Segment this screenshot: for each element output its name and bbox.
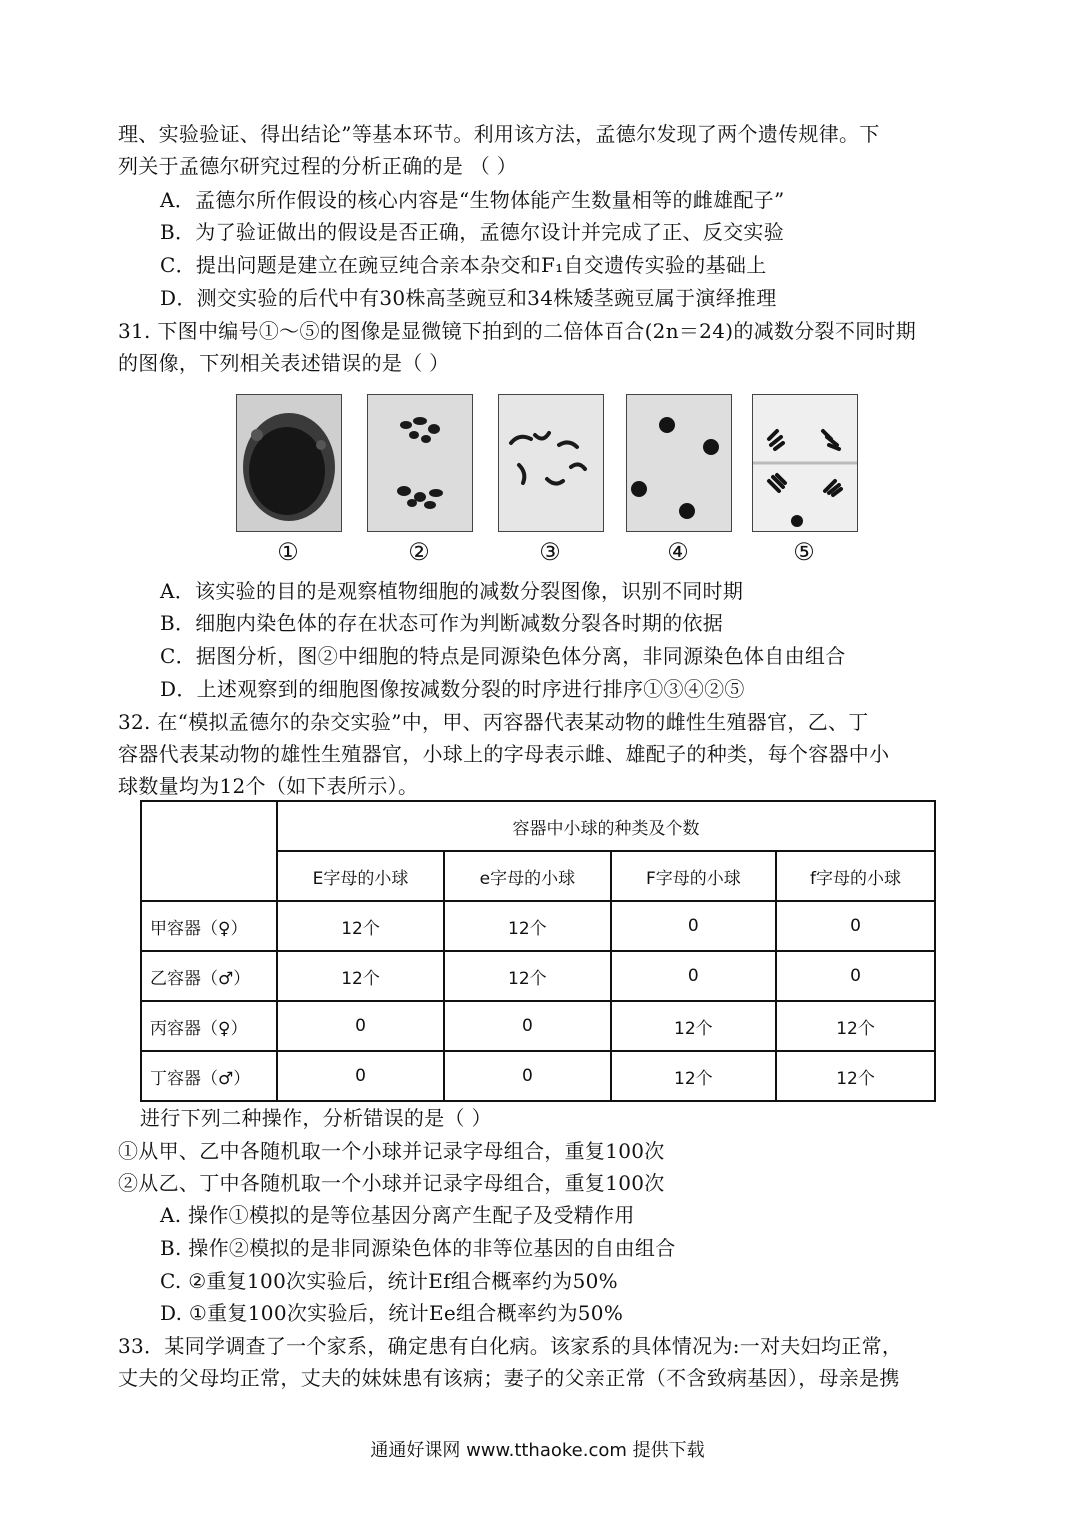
column-header: E字母的小球 xyxy=(277,851,444,901)
micrograph-2 xyxy=(367,394,473,532)
q30-option-b: B．为了验证做出的假设是否正确，孟德尔设计并完成了正、反交实验 xyxy=(160,220,784,244)
table-cell: 0 xyxy=(444,1051,611,1101)
q30-option-d: D．测交实验的后代中有30株高茎豌豆和34株矮茎豌豆属于演绎推理 xyxy=(160,286,777,310)
q32-stem-line-2: 容器代表某动物的雄性生殖器官，小球上的字母表示雌、雄配子的种类，每个容器中小 xyxy=(118,742,890,766)
row-header: 乙容器（♂） xyxy=(141,951,277,1001)
q31-option-b: B．细胞内染色体的存在状态可作为判断减数分裂各时期的依据 xyxy=(160,611,724,635)
table-cell: 12个 xyxy=(611,1001,776,1051)
q32-option-c: C. ②重复100次实验后，统计Ef组合概率约为50% xyxy=(160,1269,618,1293)
q31-stem-line-2: 的图像，下列相关表述错误的是（ ） xyxy=(118,351,450,375)
micrograph-label-5: ⑤ xyxy=(793,538,815,566)
table-cell: 0 xyxy=(611,901,776,951)
q32-operation-2: ②从乙、丁中各随机取一个小球并记录字母组合，重复100次 xyxy=(118,1171,665,1195)
column-header: F字母的小球 xyxy=(611,851,776,901)
table-cell: 0 xyxy=(277,1051,444,1101)
q31-stem-line-1: 31. 下图中编号①～⑤的图像是显微镜下拍到的二倍体百合(2n＝24)的减数分裂不同时期 xyxy=(118,319,917,343)
table-cell: 12个 xyxy=(277,951,444,1001)
q30-option-a: A．孟德尔所作假设的核心内容是“生物体能产生数量相等的雌雄配子” xyxy=(160,188,785,212)
table-cell: 12个 xyxy=(444,901,611,951)
table-cell: 0 xyxy=(444,1001,611,1051)
q33-stem-line-1: 33．某同学调查了一个家系，确定患有白化病。该家系的具体情况为:一对夫妇均正常， xyxy=(118,1334,903,1358)
q32-operation-1: ①从甲、乙中各随机取一个小球并记录字母组合，重复100次 xyxy=(118,1139,665,1163)
q31-option-c: C．据图分析，图②中细胞的特点是同源染色体分离，非同源染色体自由组合 xyxy=(160,644,846,668)
table-row xyxy=(141,901,935,951)
table-corner-cell xyxy=(141,801,277,901)
table-cell: 12个 xyxy=(277,901,444,951)
table-row xyxy=(141,1001,935,1051)
row-header: 丁容器（♂） xyxy=(141,1051,277,1101)
table-cell: 0 xyxy=(776,951,935,1001)
table-cell: 12个 xyxy=(776,1051,935,1101)
q31-option-d: D．上述观察到的细胞图像按减数分裂的时序进行排序①③④②⑤ xyxy=(160,677,745,701)
intro-line-1: 理、实验验证、得出结论”等基本环节。利用该方法，孟德尔发现了两个遗传规律。下 xyxy=(118,122,880,146)
q32-option-b: B. 操作②模拟的是非同源染色体的非等位基因的自由组合 xyxy=(160,1236,676,1260)
row-header: 甲容器（♀） xyxy=(141,901,277,951)
column-header: f字母的小球 xyxy=(776,851,935,901)
q32-option-d: D. ①重复100次实验后，统计Ee组合概率约为50% xyxy=(160,1301,624,1325)
micrograph-5 xyxy=(752,394,858,532)
table-cell: 0 xyxy=(776,901,935,951)
intro-line-2: 列关于孟德尔研究过程的分析正确的是 （ ） xyxy=(118,154,518,178)
micrograph-label-2: ② xyxy=(408,538,430,566)
micrograph-label-3: ③ xyxy=(539,538,561,566)
micrograph-label-4: ④ xyxy=(667,538,689,566)
table-cell: 0 xyxy=(277,1001,444,1051)
q32-question: 进行下列二种操作，分析错误的是（ ） xyxy=(140,1106,492,1130)
row-header: 丙容器（♀） xyxy=(141,1001,277,1051)
table-row xyxy=(141,1051,935,1101)
q33-stem-line-2: 丈夫的父母均正常，丈夫的妹妹患有该病；妻子的父亲正常（不含致病基因），母亲是携 xyxy=(118,1366,900,1390)
micrograph-1 xyxy=(236,394,342,532)
q32-stem-line-3: 球数量均为12个（如下表所示）。 xyxy=(118,774,419,798)
q31-option-a: A．该实验的目的是观察植物细胞的减数分裂图像，识别不同时期 xyxy=(160,579,744,603)
table-group-header: 容器中小球的种类及个数 xyxy=(277,801,935,851)
table-cell: 12个 xyxy=(776,1001,935,1051)
q32-option-a: A. 操作①模拟的是等位基因分离产生配子及受精作用 xyxy=(160,1203,635,1227)
q32-stem-line-1: 32. 在“模拟孟德尔的杂交实验”中，甲、丙容器代表某动物的雌性生殖器官，乙、丁 xyxy=(118,710,869,734)
micrograph-3 xyxy=(498,394,604,532)
micrograph-4 xyxy=(626,394,732,532)
page-footer: 通通好课网 www.tthaoke.com 提供下载 xyxy=(370,1440,705,1461)
micrograph-label-1: ① xyxy=(277,538,299,566)
column-header: e字母的小球 xyxy=(444,851,611,901)
table-cell: 12个 xyxy=(611,1051,776,1101)
table-cell: 0 xyxy=(611,951,776,1001)
container-table xyxy=(140,800,936,1102)
table-cell: 12个 xyxy=(444,951,611,1001)
table-row xyxy=(141,951,935,1001)
q30-option-c: C．提出问题是建立在豌豆纯合亲本杂交和F₁自交遗传实验的基础上 xyxy=(160,253,767,277)
